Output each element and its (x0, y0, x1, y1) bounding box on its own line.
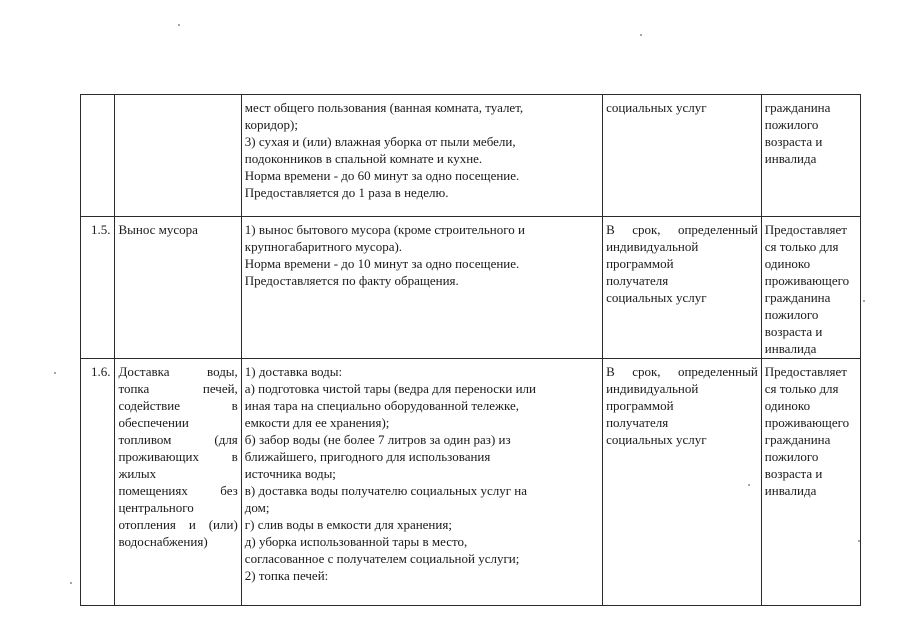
service-description-line: а) подготовка чистой тары (ведра для переноски или (244, 381, 536, 396)
service-condition-line: Предоставляет (764, 364, 847, 379)
service-description-line: дом; (244, 500, 270, 515)
service-name-line: топка печей, (118, 381, 238, 396)
service-condition-line: одиноко (764, 256, 811, 271)
service-term-line: социальных услуг (606, 290, 707, 305)
table-row (81, 217, 861, 359)
service-term-line: программой (606, 256, 674, 271)
service-description-line: мест общего пользования (ванная комната, туалет, (244, 100, 524, 115)
service-condition (761, 359, 860, 606)
scan-speck (70, 582, 72, 584)
service-condition-line: пожилого (764, 117, 819, 132)
scan-speck (863, 300, 865, 302)
service-condition-line: ся только для (764, 381, 839, 396)
service-condition-line: пожилого (764, 307, 819, 322)
service-description-line: г) слив воды в емкости для хранения; (244, 517, 452, 532)
service-condition-line: гражданина (764, 290, 831, 305)
service-description (241, 217, 602, 359)
service-description-line: емкости для ее хранения); (244, 415, 390, 430)
service-term-line: В срок, определенный (606, 222, 758, 237)
service-name (115, 359, 241, 606)
service-description (241, 95, 602, 217)
service-condition-line: инвалида (764, 483, 817, 498)
service-description-line: крупногабаритного мусора). (244, 239, 403, 254)
scan-speck (748, 484, 750, 486)
service-name (115, 95, 241, 217)
row-number: 1.6. (81, 359, 115, 606)
service-condition (761, 217, 860, 359)
service-condition-line: возраста и (764, 134, 823, 149)
service-description-line: Предоставляется до 1 раза в неделю. (244, 185, 449, 200)
service-term-line: получателя (606, 273, 669, 288)
service-condition-line: ся только для (764, 239, 839, 254)
service-condition-line: проживающего (764, 273, 850, 288)
service-name-line: Доставка воды, (118, 364, 238, 379)
service-condition (761, 95, 860, 217)
service-term-line: индивидуальной (606, 239, 699, 254)
service-condition-line: инвалида (764, 341, 817, 356)
service-description-line: коридор); (244, 117, 298, 132)
service-name-line: топливом (для (118, 432, 238, 447)
service-name-line: обеспечении (118, 415, 189, 430)
service-term (603, 95, 762, 217)
service-term-line: В срок, определенный (606, 364, 758, 379)
service-condition-line: гражданина (764, 100, 831, 115)
table-row (81, 359, 861, 606)
service-description-line: Норма времени - до 60 минут за одно посещение. (244, 168, 520, 183)
scan-speck (178, 24, 180, 26)
service-description-line: д) уборка использованной тары в место, (244, 534, 468, 549)
scan-speck (858, 540, 860, 542)
service-description-line: б) забор воды (не более 7 литров за один раз) из (244, 432, 511, 447)
service-condition-line: пожилого (764, 449, 819, 464)
scan-speck (54, 372, 56, 374)
service-name-line: центрального (118, 500, 194, 515)
service-term-line: социальных услуг (606, 100, 707, 115)
service-name-line: проживающих в (118, 449, 238, 464)
service-term-line: индивидуальной (606, 381, 699, 396)
service-description-line: подоконников в спальной комнате и кухне. (244, 151, 483, 166)
service-term-line: социальных услуг (606, 432, 707, 447)
service-term (603, 217, 762, 359)
service-condition-line: возраста и (764, 466, 823, 481)
service-condition-line: инвалида (764, 151, 817, 166)
service-term (603, 359, 762, 606)
service-description-line: ближайшего, пригодного для использования (244, 449, 491, 464)
service-description (241, 359, 602, 606)
service-description-line: 1) доставка воды: (244, 364, 343, 379)
service-name-line: жилых (118, 466, 157, 481)
row-number: 1.5. (81, 217, 115, 359)
scan-speck (640, 34, 642, 36)
service-name-line: отопления и (или) (118, 517, 238, 532)
service-name-line: водоснабжения) (118, 534, 208, 549)
service-condition-line: Предоставляет (764, 222, 847, 237)
service-condition-line: возраста и (764, 324, 823, 339)
service-condition-line: гражданина (764, 432, 831, 447)
service-term-line: программой (606, 398, 674, 413)
service-description-line: иная тара на специально оборудованной тележке, (244, 398, 520, 413)
service-description-line: согласованное с получателем социальной услуги; (244, 551, 520, 566)
service-name-line: содействие в (118, 398, 238, 413)
services-table (80, 94, 861, 606)
service-term-line: получателя (606, 415, 669, 430)
service-description-line: Норма времени - до 10 минут за одно посещение. (244, 256, 520, 271)
service-name-line: помещениях без (118, 483, 238, 498)
service-description-line: 1) вынос бытового мусора (кроме строительного и (244, 222, 525, 237)
service-description-line: источника воды; (244, 466, 336, 481)
service-description-line: 2) топка печей: (244, 568, 329, 583)
table-row (81, 95, 861, 217)
row-number (81, 95, 115, 217)
service-name-line: Вынос мусора (118, 222, 198, 237)
service-condition-line: одиноко (764, 398, 811, 413)
service-description-line: 3) сухая и (или) влажная уборка от пыли мебели, (244, 134, 516, 149)
service-name (115, 217, 241, 359)
service-description-line: Предоставляется по факту обращения. (244, 273, 459, 288)
service-condition-line: проживающего (764, 415, 850, 430)
services-table-body (81, 95, 861, 606)
service-description-line: в) доставка воды получателю социальных услуг на (244, 483, 528, 498)
